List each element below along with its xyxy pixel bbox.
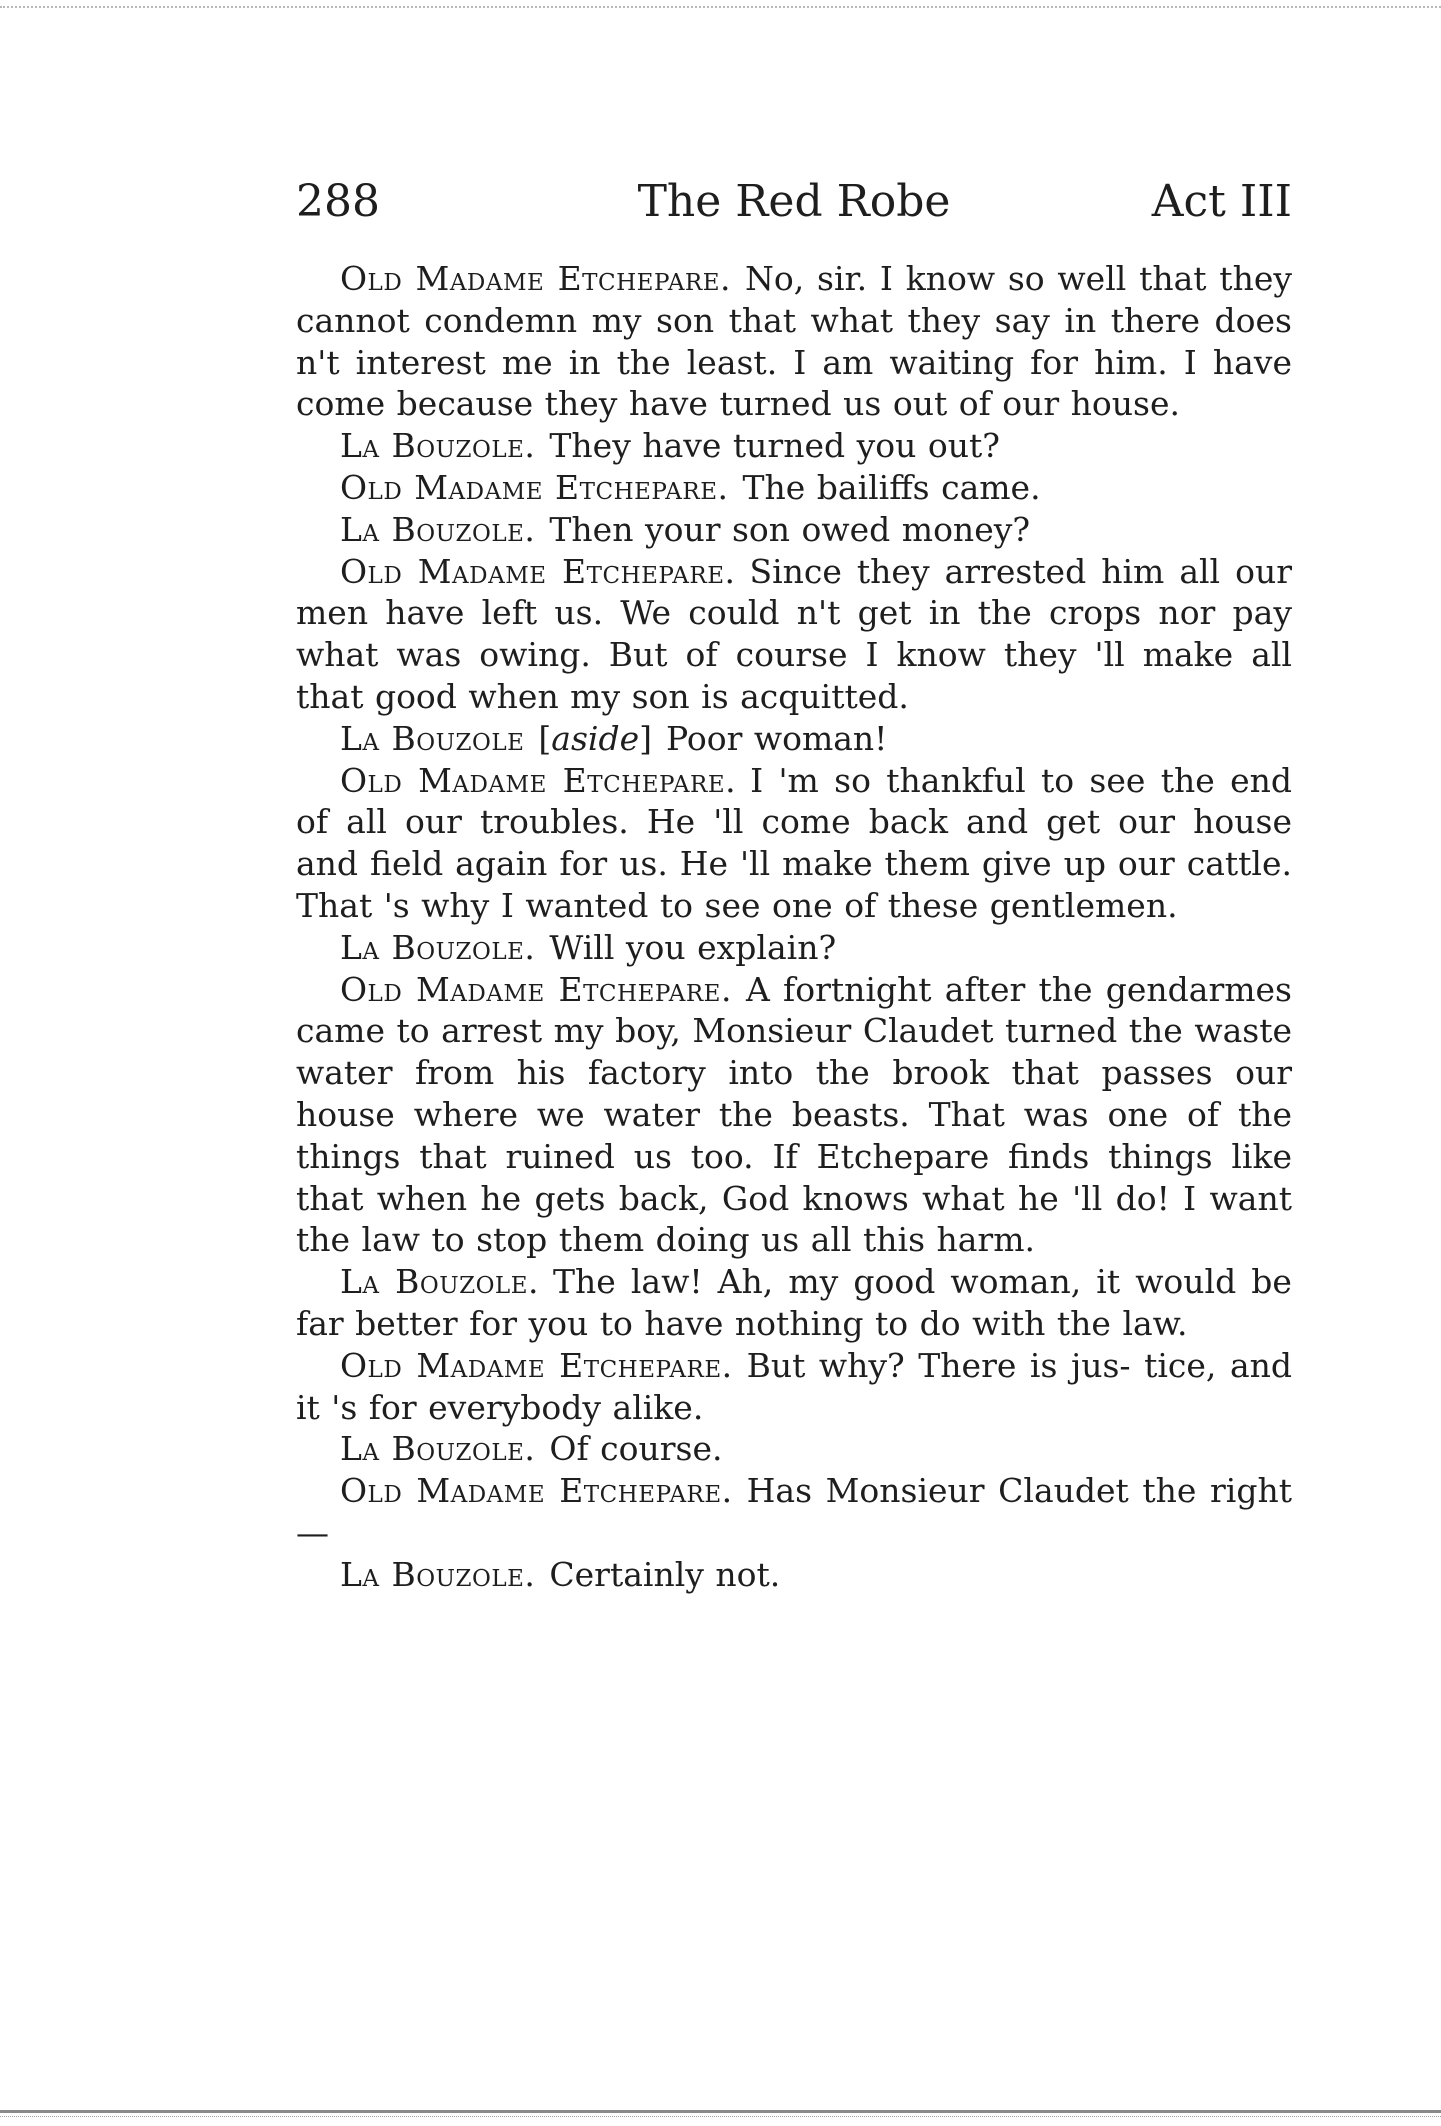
speech-line: Has Monsieur Claudet bbox=[746, 1471, 1129, 1511]
speech-line: our house and field again for us. He 'll make them bbox=[296, 802, 1292, 884]
speech-line: Etchepare finds things like that when he gets back, bbox=[296, 1136, 1292, 1218]
speech-line: The bailiffs came. bbox=[742, 467, 1041, 507]
speech-line: No, sir. I know so well bbox=[745, 259, 1127, 298]
scan-edge-bottom-dots bbox=[0, 2116, 1441, 2117]
speaker-name: Old Madame Etchepare. bbox=[340, 259, 732, 298]
speech-line: But why? There is jus- bbox=[746, 1345, 1131, 1385]
speech-line: the end of all our troubles. He 'll come back and get bbox=[296, 760, 1293, 842]
speech-line: with the law. bbox=[972, 1303, 1188, 1343]
act-label: Act III bbox=[1151, 176, 1292, 227]
speech bbox=[296, 425, 1292, 467]
stage-direction: aside bbox=[551, 718, 640, 758]
speaker-name: Old Madame Etchepare. bbox=[340, 969, 732, 1009]
speaker-name: La Bouzole. bbox=[340, 509, 536, 549]
running-title: The Red Robe bbox=[637, 176, 951, 227]
speech-line: I 'm so thankful to see bbox=[750, 760, 1146, 800]
speech bbox=[296, 969, 1292, 1262]
speech bbox=[296, 760, 1292, 927]
speaker-name: La Bouzole. bbox=[340, 1554, 536, 1594]
speaker-name: La Bouzole. bbox=[340, 1429, 536, 1469]
speaker-name: La Bouzole. bbox=[340, 927, 536, 967]
speech-line: would be far better for you to have nothing to do bbox=[296, 1262, 1292, 1343]
speech-line: that they cannot condemn my son that what they say bbox=[296, 259, 1292, 340]
scan-edge-bottom bbox=[0, 2110, 1441, 2113]
speech-line: Of course. bbox=[549, 1429, 723, 1469]
speech-line: Will you explain? bbox=[549, 927, 837, 967]
scan-edge-top bbox=[0, 6, 1441, 8]
speech-line: Then your son owed money? bbox=[549, 509, 1031, 549]
speaker-name: Old Madame Etchepare. bbox=[340, 1471, 733, 1511]
play-text bbox=[296, 258, 1292, 1596]
speech-line: turned the waste water from his factory into the bbox=[296, 1011, 1292, 1093]
speech-line: God knows what he 'll do! I want the law to stop bbox=[296, 1178, 1292, 1260]
speech bbox=[296, 1554, 1292, 1596]
speech bbox=[296, 1428, 1292, 1470]
speech-line: give up our cattle. That 's why I wanted to see one bbox=[296, 844, 1292, 925]
speech-line: Since they arrested him bbox=[749, 551, 1165, 591]
speech bbox=[296, 551, 1292, 718]
speech-line: Poor woman! bbox=[665, 718, 888, 758]
speech-line: the right — bbox=[296, 1471, 1292, 1552]
speech-line: out of our house. bbox=[892, 384, 1180, 424]
speaker-name: Old Madame Etchepare. bbox=[340, 760, 737, 800]
direction-bracket-close: ] bbox=[639, 718, 652, 758]
direction-bracket-open: [ bbox=[538, 718, 552, 758]
speech-line: A fortnight after the bbox=[745, 969, 1093, 1009]
speaker-name: La Bouzole bbox=[340, 718, 525, 758]
speech-line: Certainly not. bbox=[549, 1554, 781, 1594]
speech-line: tice, and it 's for everybody alike. bbox=[296, 1345, 1292, 1427]
speech bbox=[296, 1345, 1292, 1429]
speech-line: The law! Ah, my good woman, it bbox=[552, 1262, 1121, 1302]
speech-line: they 'll make all that good when my son is acquitted. bbox=[296, 635, 1292, 716]
running-header bbox=[296, 172, 1292, 232]
speech bbox=[296, 258, 1292, 425]
speech bbox=[296, 927, 1292, 969]
speech bbox=[296, 509, 1292, 551]
speech bbox=[296, 467, 1292, 509]
speech-line: for him. I have come because they have turned us bbox=[296, 342, 1292, 424]
page-number: 288 bbox=[296, 176, 380, 227]
speaker-name: Old Madame Etchepare. bbox=[340, 551, 736, 591]
speech bbox=[296, 1470, 1292, 1554]
speech-line: in there does n't interest me in the least. I am waiting bbox=[296, 300, 1292, 382]
speech-line: gendarmes came to arrest my boy, Monsieur Claudet bbox=[296, 969, 1292, 1051]
speaker-name: Old Madame Etchepare. bbox=[340, 467, 729, 507]
speech-line: brook that passes our house where we water the beasts. bbox=[296, 1053, 1292, 1134]
speech-line: all our men have left us. We could n't get in the bbox=[296, 551, 1292, 633]
speech-line: They have turned you out? bbox=[549, 426, 1000, 466]
speaker-name: La Bouzole. bbox=[340, 1262, 539, 1302]
speech-line: That was one of the things that ruined us too. If bbox=[296, 1094, 1292, 1176]
speaker-name: La Bouzole. bbox=[340, 426, 536, 466]
speech-line: them doing us all this harm. bbox=[558, 1220, 1035, 1260]
speaker-name: Old Madame Etchepare. bbox=[340, 1345, 733, 1385]
speech-line: crops nor pay what was owing. But of course I know bbox=[296, 593, 1292, 675]
speech bbox=[296, 1261, 1292, 1345]
speech-line: of these gentlemen. bbox=[844, 885, 1178, 925]
speech bbox=[296, 718, 1292, 760]
